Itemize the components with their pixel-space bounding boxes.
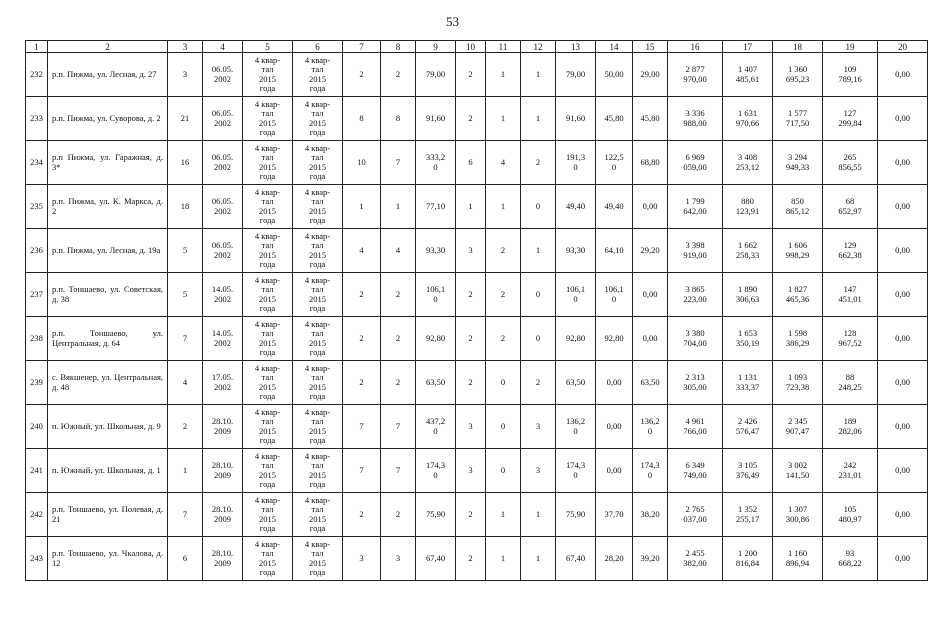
- fund-share: 1 407 485,61: [723, 53, 773, 97]
- address: р.п. Тоншаево, ул. Чкалова, д. 12: [48, 537, 168, 581]
- column-number: 8: [381, 41, 416, 53]
- area-own: 49,40: [596, 185, 633, 229]
- row-number: 235: [26, 185, 48, 229]
- rooms-own: 0: [486, 361, 521, 405]
- residents-total: 7: [343, 449, 381, 493]
- rooms-municipal: 1: [521, 537, 556, 581]
- column-number: 3: [168, 41, 203, 53]
- residents-total: 4: [343, 229, 381, 273]
- residents-resettled: 7: [381, 141, 416, 185]
- area-total: 333,2 0: [416, 141, 456, 185]
- address: р.п. Тоншаево, ул. Центральная, д. 64: [48, 317, 168, 361]
- rooms-municipal: 1: [521, 493, 556, 537]
- rooms-total: 2: [456, 273, 486, 317]
- area-own: 28,20: [596, 537, 633, 581]
- local-share: 88 248,25: [823, 361, 878, 405]
- extra-funds: 0,00: [878, 185, 928, 229]
- planned-quarter: 4 квар- тал 2015 года: [243, 97, 293, 141]
- rooms-own: 0: [486, 405, 521, 449]
- address: р.п Пижма, ул. Гаражная, д. 3*: [48, 141, 168, 185]
- area-own: 45,80: [596, 97, 633, 141]
- rooms-own: 2: [486, 317, 521, 361]
- cost-total: 3 865 223,00: [668, 273, 723, 317]
- regional-share: 1 827 465,36: [773, 273, 823, 317]
- date: 28.10. 2009: [203, 405, 243, 449]
- column-number: 18: [773, 41, 823, 53]
- column-number: 12: [521, 41, 556, 53]
- column-number: 4: [203, 41, 243, 53]
- rooms-total: 2: [456, 537, 486, 581]
- column-number: 7: [343, 41, 381, 53]
- cost-total: 3 398 919,00: [668, 229, 723, 273]
- date: 17.05. 2002: [203, 361, 243, 405]
- actual-quarter: 4 квар- тал 2015 года: [293, 97, 343, 141]
- regional-share: 1 093 723,38: [773, 361, 823, 405]
- area-resettled: 92,80: [556, 317, 596, 361]
- rooms-total: 6: [456, 141, 486, 185]
- cost-total: 1 799 642,00: [668, 185, 723, 229]
- row-number: 239: [26, 361, 48, 405]
- local-share: 265 856,55: [823, 141, 878, 185]
- rooms-municipal: 0: [521, 273, 556, 317]
- housing-registry-table: [25, 40, 928, 581]
- area-municipal: 63,50: [633, 361, 668, 405]
- area-own: 0,00: [596, 449, 633, 493]
- area-own: 92,80: [596, 317, 633, 361]
- residents-total: 1: [343, 185, 381, 229]
- address: с. Вякшенер, ул. Центральная, д. 48: [48, 361, 168, 405]
- local-share: 109 789,16: [823, 53, 878, 97]
- area-total: 437,2 0: [416, 405, 456, 449]
- actual-quarter: 4 квар- тал 2015 года: [293, 493, 343, 537]
- table-row: [26, 361, 928, 405]
- fund-share: 1 200 816,84: [723, 537, 773, 581]
- address: р.п. Пижма, ул. Лесная, д. 27: [48, 53, 168, 97]
- area-own: 64,10: [596, 229, 633, 273]
- area-municipal: 0,00: [633, 273, 668, 317]
- residents-total: 2: [343, 53, 381, 97]
- residents-resettled: 1: [381, 185, 416, 229]
- date: 06.05. 2002: [203, 53, 243, 97]
- extra-funds: 0,00: [878, 317, 928, 361]
- column-number: 15: [633, 41, 668, 53]
- regional-share: 1 307 300,86: [773, 493, 823, 537]
- area-resettled: 136,2 0: [556, 405, 596, 449]
- fund-share: 3 105 376,49: [723, 449, 773, 493]
- rooms-municipal: 1: [521, 229, 556, 273]
- table-row: [26, 317, 928, 361]
- column-number: 19: [823, 41, 878, 53]
- rooms-municipal: 0: [521, 317, 556, 361]
- area-resettled: 93,30: [556, 229, 596, 273]
- apartments-count: 4: [168, 361, 203, 405]
- column-number: 2: [48, 41, 168, 53]
- column-number: 5: [243, 41, 293, 53]
- regional-share: 3 002 141,50: [773, 449, 823, 493]
- column-number: 10: [456, 41, 486, 53]
- residents-resettled: 3: [381, 537, 416, 581]
- regional-share: 1 598 386,29: [773, 317, 823, 361]
- area-total: 174,3 0: [416, 449, 456, 493]
- area-resettled: 75,90: [556, 493, 596, 537]
- rooms-own: 0: [486, 449, 521, 493]
- rooms-total: 2: [456, 361, 486, 405]
- cost-total: 3 380 704,00: [668, 317, 723, 361]
- area-resettled: 191,3 0: [556, 141, 596, 185]
- area-total: 79,00: [416, 53, 456, 97]
- rooms-own: 1: [486, 537, 521, 581]
- residents-resettled: 4: [381, 229, 416, 273]
- area-municipal: 29,20: [633, 229, 668, 273]
- address: п. Южный, ул. Школьная, д. 1: [48, 449, 168, 493]
- area-resettled: 49,40: [556, 185, 596, 229]
- cost-total: 2 455 382,00: [668, 537, 723, 581]
- rooms-total: 2: [456, 493, 486, 537]
- rooms-own: 1: [486, 97, 521, 141]
- apartments-count: 5: [168, 229, 203, 273]
- area-municipal: 38,20: [633, 493, 668, 537]
- date: 28.10. 2009: [203, 449, 243, 493]
- residents-total: 8: [343, 97, 381, 141]
- residents-resettled: 2: [381, 317, 416, 361]
- extra-funds: 0,00: [878, 229, 928, 273]
- column-number: 9: [416, 41, 456, 53]
- actual-quarter: 4 квар- тал 2015 года: [293, 185, 343, 229]
- area-municipal: 0,00: [633, 185, 668, 229]
- planned-quarter: 4 квар- тал 2015 года: [243, 229, 293, 273]
- column-number: 11: [486, 41, 521, 53]
- cost-total: 2 313 305,00: [668, 361, 723, 405]
- area-resettled: 174,3 0: [556, 449, 596, 493]
- rooms-municipal: 2: [521, 141, 556, 185]
- area-own: 50,00: [596, 53, 633, 97]
- column-number: 20: [878, 41, 928, 53]
- area-resettled: 106,1 0: [556, 273, 596, 317]
- column-number-row: [26, 41, 928, 53]
- area-own: 0,00: [596, 405, 633, 449]
- column-number: 6: [293, 41, 343, 53]
- area-total: 75,90: [416, 493, 456, 537]
- local-share: 127 299,84: [823, 97, 878, 141]
- date: 06.05. 2002: [203, 229, 243, 273]
- actual-quarter: 4 квар- тал 2015 года: [293, 405, 343, 449]
- page-number: 53: [446, 14, 459, 29]
- area-municipal: 29,00: [633, 53, 668, 97]
- area-municipal: 0,00: [633, 317, 668, 361]
- address: п. Южный, ул. Школьная, д. 9: [48, 405, 168, 449]
- area-own: 37,70: [596, 493, 633, 537]
- planned-quarter: 4 квар- тал 2015 года: [243, 53, 293, 97]
- apartments-count: 1: [168, 449, 203, 493]
- fund-share: 2 426 576,47: [723, 405, 773, 449]
- extra-funds: 0,00: [878, 537, 928, 581]
- address: р.п. Пижма, ул. К. Маркса, д. 2: [48, 185, 168, 229]
- area-total: 106,1 0: [416, 273, 456, 317]
- regional-share: 2 345 907,47: [773, 405, 823, 449]
- date: 06.05. 2002: [203, 185, 243, 229]
- column-number: 16: [668, 41, 723, 53]
- planned-quarter: 4 квар- тал 2015 года: [243, 405, 293, 449]
- planned-quarter: 4 квар- тал 2015 года: [243, 273, 293, 317]
- table-row: [26, 449, 928, 493]
- date: 06.05. 2002: [203, 141, 243, 185]
- area-municipal: 174,3 0: [633, 449, 668, 493]
- row-number: 240: [26, 405, 48, 449]
- row-number: 236: [26, 229, 48, 273]
- column-number: 14: [596, 41, 633, 53]
- local-share: 93 668,22: [823, 537, 878, 581]
- actual-quarter: 4 квар- тал 2015 года: [293, 449, 343, 493]
- rooms-own: 1: [486, 185, 521, 229]
- fund-share: 1 890 306,63: [723, 273, 773, 317]
- regional-share: 850 865,12: [773, 185, 823, 229]
- row-number: 233: [26, 97, 48, 141]
- residents-resettled: 2: [381, 53, 416, 97]
- rooms-municipal: 1: [521, 97, 556, 141]
- extra-funds: 0,00: [878, 273, 928, 317]
- area-total: 93,30: [416, 229, 456, 273]
- local-share: 105 480,97: [823, 493, 878, 537]
- date: 14.05. 2002: [203, 273, 243, 317]
- local-share: 242 231,01: [823, 449, 878, 493]
- local-share: 147 451,01: [823, 273, 878, 317]
- fund-share: 1 352 255,17: [723, 493, 773, 537]
- rooms-own: 1: [486, 53, 521, 97]
- residents-total: 2: [343, 493, 381, 537]
- actual-quarter: 4 квар- тал 2015 года: [293, 537, 343, 581]
- residents-resettled: 2: [381, 273, 416, 317]
- date: 14.05. 2002: [203, 317, 243, 361]
- area-resettled: 79,00: [556, 53, 596, 97]
- planned-quarter: 4 квар- тал 2015 года: [243, 141, 293, 185]
- extra-funds: 0,00: [878, 405, 928, 449]
- residents-total: 2: [343, 317, 381, 361]
- fund-share: 1 631 970,66: [723, 97, 773, 141]
- table-row: [26, 273, 928, 317]
- area-municipal: 39,20: [633, 537, 668, 581]
- apartments-count: 7: [168, 317, 203, 361]
- area-own: 0,00: [596, 361, 633, 405]
- row-number: 241: [26, 449, 48, 493]
- planned-quarter: 4 квар- тал 2015 года: [243, 493, 293, 537]
- cost-total: 3 336 988,00: [668, 97, 723, 141]
- date: 28.10. 2009: [203, 537, 243, 581]
- row-number: 238: [26, 317, 48, 361]
- area-municipal: 68,80: [633, 141, 668, 185]
- rooms-total: 2: [456, 317, 486, 361]
- date: 28.10. 2009: [203, 493, 243, 537]
- extra-funds: 0,00: [878, 449, 928, 493]
- area-resettled: 91,60: [556, 97, 596, 141]
- regional-share: 1 360 695,23: [773, 53, 823, 97]
- rooms-municipal: 3: [521, 405, 556, 449]
- residents-total: 3: [343, 537, 381, 581]
- apartments-count: 5: [168, 273, 203, 317]
- regional-share: 1 606 998,29: [773, 229, 823, 273]
- fund-share: 1 653 350,19: [723, 317, 773, 361]
- rooms-total: 3: [456, 449, 486, 493]
- extra-funds: 0,00: [878, 97, 928, 141]
- actual-quarter: 4 квар- тал 2015 года: [293, 229, 343, 273]
- row-number: 232: [26, 53, 48, 97]
- fund-share: 1 662 258,33: [723, 229, 773, 273]
- local-share: 128 967,52: [823, 317, 878, 361]
- column-number: 1: [26, 41, 48, 53]
- rooms-total: 3: [456, 229, 486, 273]
- cost-total: 6 969 059,00: [668, 141, 723, 185]
- extra-funds: 0,00: [878, 361, 928, 405]
- residents-total: 10: [343, 141, 381, 185]
- local-share: 68 652,97: [823, 185, 878, 229]
- extra-funds: 0,00: [878, 141, 928, 185]
- residents-total: 2: [343, 361, 381, 405]
- area-total: 67,40: [416, 537, 456, 581]
- area-resettled: 67,40: [556, 537, 596, 581]
- rooms-municipal: 1: [521, 53, 556, 97]
- extra-funds: 0,00: [878, 53, 928, 97]
- table-row: [26, 53, 928, 97]
- row-number: 243: [26, 537, 48, 581]
- residents-resettled: 2: [381, 361, 416, 405]
- planned-quarter: 4 квар- тал 2015 года: [243, 537, 293, 581]
- actual-quarter: 4 квар- тал 2015 года: [293, 273, 343, 317]
- table-row: [26, 493, 928, 537]
- rooms-municipal: 0: [521, 185, 556, 229]
- area-municipal: 45,80: [633, 97, 668, 141]
- date: 06.05. 2002: [203, 97, 243, 141]
- apartments-count: 21: [168, 97, 203, 141]
- regional-share: 1 160 896,94: [773, 537, 823, 581]
- residents-resettled: 7: [381, 449, 416, 493]
- table-row: [26, 141, 928, 185]
- address: р.п. Пижма, ул. Лесная, д. 19а: [48, 229, 168, 273]
- planned-quarter: 4 квар- тал 2015 года: [243, 449, 293, 493]
- address: р.п. Пижма, ул. Суворова, д. 2: [48, 97, 168, 141]
- cost-total: 2 765 037,00: [668, 493, 723, 537]
- actual-quarter: 4 квар- тал 2015 года: [293, 317, 343, 361]
- table-row: [26, 229, 928, 273]
- planned-quarter: 4 квар- тал 2015 года: [243, 185, 293, 229]
- fund-share: 3 408 253,12: [723, 141, 773, 185]
- row-number: 242: [26, 493, 48, 537]
- rooms-total: 3: [456, 405, 486, 449]
- extra-funds: 0,00: [878, 493, 928, 537]
- cost-total: 6 349 749,00: [668, 449, 723, 493]
- actual-quarter: 4 квар- тал 2015 года: [293, 53, 343, 97]
- table-row: [26, 537, 928, 581]
- residents-total: 7: [343, 405, 381, 449]
- table-row: [26, 405, 928, 449]
- table-row: [26, 185, 928, 229]
- local-share: 129 662,38: [823, 229, 878, 273]
- address: р.п. Тоншаево, ул. Полевая, д. 21: [48, 493, 168, 537]
- fund-share: 880 123,91: [723, 185, 773, 229]
- cost-total: 2 877 970,00: [668, 53, 723, 97]
- planned-quarter: 4 квар- тал 2015 года: [243, 361, 293, 405]
- apartments-count: 2: [168, 405, 203, 449]
- regional-share: 1 577 717,50: [773, 97, 823, 141]
- row-number: 234: [26, 141, 48, 185]
- rooms-total: 1: [456, 185, 486, 229]
- apartments-count: 16: [168, 141, 203, 185]
- address: р.п. Тоншаево, ул. Советская, д. 38: [48, 273, 168, 317]
- cost-total: 4 961 766,00: [668, 405, 723, 449]
- rooms-municipal: 2: [521, 361, 556, 405]
- area-municipal: 136,2 0: [633, 405, 668, 449]
- regional-share: 3 294 949,33: [773, 141, 823, 185]
- planned-quarter: 4 квар- тал 2015 года: [243, 317, 293, 361]
- apartments-count: 7: [168, 493, 203, 537]
- area-total: 92,80: [416, 317, 456, 361]
- rooms-own: 2: [486, 273, 521, 317]
- area-own: 122,5 0: [596, 141, 633, 185]
- row-number: 237: [26, 273, 48, 317]
- apartments-count: 18: [168, 185, 203, 229]
- residents-resettled: 7: [381, 405, 416, 449]
- apartments-count: 6: [168, 537, 203, 581]
- actual-quarter: 4 квар- тал 2015 года: [293, 361, 343, 405]
- residents-resettled: 2: [381, 493, 416, 537]
- rooms-municipal: 3: [521, 449, 556, 493]
- fund-share: 1 131 333,37: [723, 361, 773, 405]
- rooms-total: 2: [456, 97, 486, 141]
- area-own: 106,1 0: [596, 273, 633, 317]
- column-number: 13: [556, 41, 596, 53]
- area-total: 77,10: [416, 185, 456, 229]
- rooms-own: 2: [486, 229, 521, 273]
- residents-total: 2: [343, 273, 381, 317]
- rooms-total: 2: [456, 53, 486, 97]
- rooms-own: 1: [486, 493, 521, 537]
- area-total: 91,60: [416, 97, 456, 141]
- column-number: 17: [723, 41, 773, 53]
- residents-resettled: 8: [381, 97, 416, 141]
- apartments-count: 3: [168, 53, 203, 97]
- area-total: 63,50: [416, 361, 456, 405]
- actual-quarter: 4 квар- тал 2015 года: [293, 141, 343, 185]
- area-resettled: 63,50: [556, 361, 596, 405]
- table-row: [26, 97, 928, 141]
- rooms-own: 4: [486, 141, 521, 185]
- local-share: 189 282,06: [823, 405, 878, 449]
